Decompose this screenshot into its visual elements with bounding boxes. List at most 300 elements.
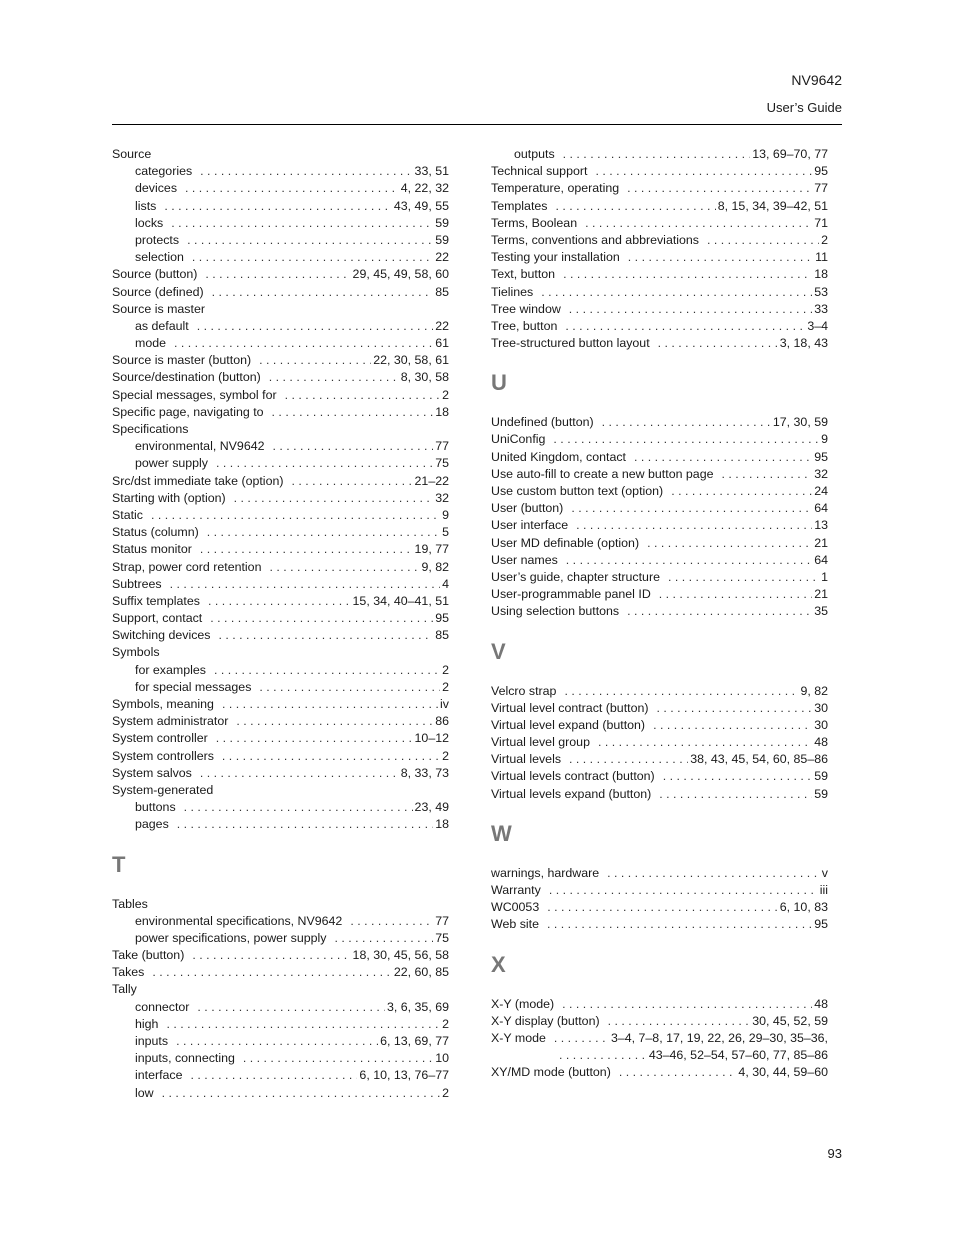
page-references: 6, 10, 13, 76–77 xyxy=(359,1068,449,1083)
index-term: System controller xyxy=(112,731,208,746)
index-subentry xyxy=(112,1067,449,1084)
page-references: 29, 45, 49, 58, 60 xyxy=(352,267,449,282)
dot-leader xyxy=(658,335,778,352)
page-references: 3–4, 7–8, 17, 19, 22, 26, 29–30, 35–36, xyxy=(610,1030,828,1045)
index-term: environmental, NV9642 xyxy=(135,439,265,454)
index-term: Support, contact xyxy=(112,611,203,626)
index-term: Specifications xyxy=(112,422,189,436)
dot-leader xyxy=(192,249,433,266)
index-term: Tielines xyxy=(491,284,534,299)
dot-leader xyxy=(541,284,812,301)
page-references: 3, 18, 43 xyxy=(779,336,828,351)
index-entry xyxy=(112,765,449,782)
index-term: Subtrees xyxy=(112,576,162,591)
dot-leader xyxy=(653,717,812,734)
index-term: lists xyxy=(135,198,157,213)
dot-leader xyxy=(234,490,434,507)
index-term: UniConfig xyxy=(491,432,546,447)
dot-leader xyxy=(200,541,413,558)
index-term: Tree, button xyxy=(491,318,558,333)
page-references: 10–12 xyxy=(414,731,449,746)
dot-leader xyxy=(197,999,385,1016)
index-subentry xyxy=(112,232,449,249)
index-term: Using selection buttons xyxy=(491,604,620,619)
page-references: 95 xyxy=(435,611,449,626)
page-number: 93 xyxy=(827,1146,842,1161)
index-entry xyxy=(491,899,828,916)
dot-leader xyxy=(166,1016,440,1033)
page-references: 2 xyxy=(442,662,449,677)
page-references: 3–4 xyxy=(807,318,828,333)
index-term: Static xyxy=(112,507,143,522)
index-entry xyxy=(491,414,828,431)
dot-leader xyxy=(659,586,812,603)
page-references: 21–22 xyxy=(414,473,449,488)
index-entry xyxy=(112,981,449,998)
page-references: 21 xyxy=(814,535,828,550)
index-entry xyxy=(491,431,828,448)
index-term: Source xyxy=(112,147,152,161)
page-references: 71 xyxy=(814,215,828,230)
dot-leader xyxy=(721,466,812,483)
index-term: high xyxy=(135,1016,159,1031)
index-term: locks xyxy=(135,215,164,230)
index-entry xyxy=(112,730,449,747)
page-references: iii xyxy=(819,883,828,897)
index-term: for examples xyxy=(135,662,206,677)
dot-leader xyxy=(565,318,805,335)
page-references: 4, 30, 44, 59–60 xyxy=(738,1065,828,1080)
index-entry xyxy=(112,947,449,964)
dot-leader xyxy=(350,913,433,930)
index-term: User interface xyxy=(491,518,569,533)
page-references: 4, 22, 32 xyxy=(400,181,449,196)
index-term: Virtual levels expand (button) xyxy=(491,786,652,801)
index-entry xyxy=(112,610,449,627)
section-letter: U xyxy=(491,370,507,396)
index-entry xyxy=(491,335,828,352)
dot-leader xyxy=(656,700,812,717)
page-references: 18 xyxy=(435,404,449,419)
dot-leader xyxy=(564,683,798,700)
index-term: Virtual level group xyxy=(491,735,590,750)
index-term: Take (button) xyxy=(112,948,185,963)
dot-leader xyxy=(218,627,433,644)
index-subentry xyxy=(112,816,449,833)
dot-leader xyxy=(659,786,812,803)
page-references: 6, 13, 69, 77 xyxy=(380,1034,449,1048)
index-entry xyxy=(112,593,449,610)
index-entry xyxy=(491,768,828,785)
page-references: 59 xyxy=(814,769,828,784)
page-references: 23, 49 xyxy=(414,800,449,815)
index-entry xyxy=(112,713,449,730)
page-references: 18 xyxy=(814,267,828,282)
index-term: buttons xyxy=(135,800,176,815)
index-entry xyxy=(112,541,449,558)
dot-leader xyxy=(273,438,434,455)
page-references: 43, 49, 55 xyxy=(393,198,449,213)
index-subentry xyxy=(112,318,449,335)
index-subentry xyxy=(112,999,449,1016)
dot-leader xyxy=(259,679,440,696)
index-subentry xyxy=(112,1085,449,1102)
index-column-left xyxy=(112,146,449,1102)
document-title: NV9642 xyxy=(791,72,842,88)
dot-leader xyxy=(191,1067,358,1084)
page-references: 77 xyxy=(435,439,449,454)
index-entry xyxy=(491,916,828,933)
page-references: 95 xyxy=(814,164,828,179)
index-term: power specifications, power supply xyxy=(135,930,327,945)
index-entry xyxy=(491,717,828,734)
index-term: X-Y (mode) xyxy=(491,996,555,1011)
dot-leader xyxy=(563,266,812,283)
dot-leader xyxy=(243,1050,433,1067)
index-entry xyxy=(491,198,828,215)
index-term: inputs, connecting xyxy=(135,1051,235,1066)
page-references: 33, 51 xyxy=(414,164,449,179)
dot-leader xyxy=(553,431,819,448)
page-references: 11 xyxy=(815,250,828,265)
page-references: 6, 10, 83 xyxy=(779,900,828,915)
page-references: 43–46, 52–54, 57–60, 77, 85–86 xyxy=(648,1048,828,1063)
index-term: Text, button xyxy=(491,267,556,282)
dot-leader xyxy=(222,748,440,765)
index-entry xyxy=(112,627,449,644)
index-term: Undefined (button) xyxy=(491,415,594,430)
dot-leader xyxy=(569,301,812,318)
index-term: Tables xyxy=(112,896,148,911)
index-term: System-generated xyxy=(112,782,214,797)
index-entry xyxy=(112,507,449,524)
index-entry xyxy=(491,569,828,586)
index-term: Use custom button text (option) xyxy=(491,484,664,498)
index-term: Tally xyxy=(112,982,137,997)
index-term: as default xyxy=(135,318,189,333)
section-letter: T xyxy=(112,851,126,877)
dot-leader xyxy=(569,751,688,768)
page-references: 22, 60, 85 xyxy=(393,965,449,980)
page-references: 38, 43, 45, 54, 60, 85–86 xyxy=(690,752,828,767)
index-term: WC0053 xyxy=(491,900,540,915)
dot-leader xyxy=(269,369,399,386)
page-references: 75 xyxy=(435,930,449,945)
index-term: Warranty xyxy=(491,883,541,897)
dot-leader xyxy=(647,535,812,552)
index-subentry xyxy=(112,180,449,197)
page-references: 32 xyxy=(814,466,828,481)
index-entry xyxy=(112,524,449,541)
header-rule xyxy=(112,124,842,125)
dot-leader xyxy=(334,930,433,947)
page-references: iv xyxy=(440,697,449,711)
page-references: 24 xyxy=(814,484,828,498)
index-term: Tree window xyxy=(491,301,561,316)
page-references: 30 xyxy=(814,717,828,732)
index-entry xyxy=(112,301,449,318)
index-subentry xyxy=(112,455,449,472)
section-letter: X xyxy=(491,951,506,977)
index-entry xyxy=(491,1013,828,1030)
dot-leader xyxy=(562,996,812,1013)
index-column-right xyxy=(491,146,828,1082)
section-letter: W xyxy=(491,820,512,846)
dot-leader xyxy=(585,215,812,232)
index-subentry xyxy=(112,1033,449,1050)
index-subentry xyxy=(112,335,449,352)
index-subentry xyxy=(112,930,449,947)
dot-leader xyxy=(547,916,812,933)
dot-leader xyxy=(222,696,438,713)
index-term: User MD definable (option) xyxy=(491,535,640,550)
index-entry xyxy=(112,352,449,369)
index-term: Temperature, operating xyxy=(491,181,620,196)
index-term: Special messages, symbol for xyxy=(112,387,277,402)
dot-leader xyxy=(272,404,434,421)
index-term: Terms, Boolean xyxy=(491,215,578,230)
index-entry xyxy=(491,535,828,552)
index-term: Source (button) xyxy=(112,267,198,282)
page-references: 18 xyxy=(435,817,449,832)
page-references: 48 xyxy=(814,735,828,750)
index-term: Templates xyxy=(491,198,548,213)
page-references: 8, 33, 73 xyxy=(400,765,449,780)
page-references: 61 xyxy=(435,336,449,351)
page-references: 22 xyxy=(435,250,449,265)
index-term: low xyxy=(135,1085,154,1100)
dot-leader xyxy=(563,146,751,163)
index-term: Source is master (button) xyxy=(112,353,252,368)
dot-leader xyxy=(668,569,819,586)
index-term: X-Y mode xyxy=(491,1030,546,1045)
index-term: Switching devices xyxy=(112,628,211,643)
index-entry xyxy=(491,483,828,500)
page-references: 2 xyxy=(442,679,449,694)
index-term: pages xyxy=(135,817,169,832)
dot-leader xyxy=(216,730,413,747)
index-term: interface xyxy=(135,1068,183,1083)
index-term: User’s guide, chapter structure xyxy=(491,569,660,584)
index-entry xyxy=(112,748,449,765)
page-references: 75 xyxy=(435,456,449,471)
index-entry xyxy=(112,964,449,981)
dot-leader xyxy=(162,1085,441,1102)
dot-leader xyxy=(212,284,434,301)
index-subentry xyxy=(112,799,449,816)
index-term: Virtual levels xyxy=(491,752,562,767)
index-term: Virtual levels contract (button) xyxy=(491,769,655,784)
dot-leader xyxy=(208,593,351,610)
page-references: 8, 15, 34, 39–42, 51 xyxy=(717,198,828,213)
index-subentry xyxy=(112,913,449,930)
index-term: Suffix templates xyxy=(112,593,200,608)
index-subentry xyxy=(112,1050,449,1067)
index-term: User (button) xyxy=(491,501,564,516)
index-term: categories xyxy=(135,164,193,179)
dot-leader xyxy=(576,517,812,534)
index-term: Web site xyxy=(491,917,539,932)
index-term: Specific page, navigating to xyxy=(112,404,264,419)
index-entry xyxy=(112,473,449,490)
page-references: 2 xyxy=(821,232,828,247)
dot-leader xyxy=(170,576,441,593)
index-entry xyxy=(491,466,828,483)
index-entry xyxy=(491,751,828,768)
index-entry xyxy=(112,387,449,404)
page-references: 77 xyxy=(814,181,828,196)
index-term: selection xyxy=(135,250,184,265)
index-term: User names xyxy=(491,552,558,567)
index-term: warnings, hardware xyxy=(491,865,600,880)
dot-leader xyxy=(236,713,433,730)
page-references: 13 xyxy=(814,518,828,533)
dot-leader xyxy=(707,232,819,249)
page-references: 64 xyxy=(814,501,828,516)
index-entry xyxy=(491,734,828,751)
index-entry xyxy=(491,882,828,899)
index-entry xyxy=(112,782,449,799)
dot-leader xyxy=(187,232,433,249)
index-entry xyxy=(112,559,449,576)
dot-leader xyxy=(619,1064,737,1081)
page-references: 21 xyxy=(814,587,828,602)
index-term: power supply xyxy=(135,456,209,471)
index-subentry xyxy=(112,249,449,266)
index-entry xyxy=(491,249,828,266)
page-references: 30, 45, 52, 59 xyxy=(752,1013,828,1028)
index-term: Source/destination (button) xyxy=(112,370,261,385)
dot-leader xyxy=(628,249,813,266)
dot-leader xyxy=(177,816,433,833)
index-term: Symbols, meaning xyxy=(112,697,214,711)
index-entry xyxy=(112,576,449,593)
page-references: 86 xyxy=(435,714,449,729)
dot-leader xyxy=(176,1033,378,1050)
index-term: devices xyxy=(135,181,178,196)
dot-leader xyxy=(608,1013,751,1030)
dot-leader xyxy=(607,865,820,882)
index-entry xyxy=(491,284,828,301)
dot-leader xyxy=(663,768,813,785)
page-references: 59 xyxy=(435,215,449,230)
index-term: Use auto-fill to create a new button page xyxy=(491,466,714,481)
index-entry xyxy=(491,318,828,335)
dot-leader xyxy=(571,500,812,517)
index-entry xyxy=(112,284,449,301)
index-entry xyxy=(491,301,828,318)
page-references: 35 xyxy=(814,604,828,619)
page-references: 13, 69–70, 77 xyxy=(752,147,828,161)
section-letter: V xyxy=(491,638,506,664)
index-entry xyxy=(491,266,828,283)
dot-leader xyxy=(174,335,433,352)
index-entry xyxy=(491,996,828,1013)
index-entry xyxy=(491,163,828,180)
index-entry xyxy=(112,369,449,386)
index-entry xyxy=(112,490,449,507)
index-entry xyxy=(491,449,828,466)
index-entry xyxy=(491,865,828,882)
index-subentry xyxy=(112,1016,449,1033)
index-term: Starting with (option) xyxy=(112,490,226,505)
index-term: Status (column) xyxy=(112,525,199,540)
page-references: 1 xyxy=(821,569,828,584)
page-references: 9 xyxy=(821,432,828,447)
page-references: 9 xyxy=(442,507,449,522)
index-subentry xyxy=(491,146,828,163)
index-term: System salvos xyxy=(112,765,192,780)
page-references: 5 xyxy=(442,525,449,540)
index-entry xyxy=(491,215,828,232)
dot-leader xyxy=(197,318,433,335)
index-entry xyxy=(491,1047,828,1064)
index-term: Src/dst immediate take (option) xyxy=(112,473,284,488)
page-references: 19, 77 xyxy=(414,542,449,557)
index-subentry xyxy=(112,198,449,215)
index-term: Symbols xyxy=(112,645,160,660)
dot-leader xyxy=(151,507,440,524)
page-references: 22 xyxy=(435,318,449,333)
index-term: Source is master xyxy=(112,301,205,316)
page-references: 95 xyxy=(814,917,828,932)
dot-leader xyxy=(210,610,433,627)
index-entry xyxy=(491,700,828,717)
dot-leader xyxy=(671,483,812,500)
document-subtitle: User’s Guide xyxy=(766,100,842,115)
index-term: environmental specifications, NV9642 xyxy=(135,913,343,928)
page-references: 59 xyxy=(814,786,828,801)
dot-leader xyxy=(627,603,812,620)
index-term: Tree-structured button layout xyxy=(491,336,650,351)
page-references: 59 xyxy=(435,232,449,247)
index-subentry xyxy=(112,215,449,232)
page-references: 2 xyxy=(442,748,449,763)
dot-leader xyxy=(566,552,812,569)
dot-leader xyxy=(559,1047,647,1064)
index-entry xyxy=(491,500,828,517)
index-entry xyxy=(491,517,828,534)
index-term: System administrator xyxy=(112,714,229,729)
page-references: 48 xyxy=(814,996,828,1011)
index-entry xyxy=(112,644,449,661)
index-term: inputs xyxy=(135,1034,169,1048)
dot-leader xyxy=(598,734,812,751)
index-entry xyxy=(112,696,449,713)
index-entry xyxy=(491,180,828,197)
dot-leader xyxy=(184,799,413,816)
page-references: 22, 30, 58, 61 xyxy=(373,353,449,368)
dot-leader xyxy=(192,947,350,964)
index-entry xyxy=(491,232,828,249)
dot-leader xyxy=(549,882,818,899)
page-references: 85 xyxy=(435,284,449,299)
page-references: 17, 30, 59 xyxy=(772,415,828,430)
page-references: 2 xyxy=(442,1085,449,1100)
page-references: 64 xyxy=(814,552,828,567)
index-term: connector xyxy=(135,999,190,1014)
dot-leader xyxy=(602,414,771,431)
page-references: 9, 82 xyxy=(800,683,828,698)
page-references: 8, 30, 58 xyxy=(400,370,449,385)
page-references: 4 xyxy=(442,576,449,591)
page-references: 18, 30, 45, 56, 58 xyxy=(352,948,449,963)
dot-leader xyxy=(214,662,440,679)
page-references: 15, 34, 40–41, 51 xyxy=(352,593,449,608)
page-references: 95 xyxy=(814,449,828,464)
dot-leader xyxy=(555,198,715,215)
index-term: Source (defined) xyxy=(112,284,204,299)
